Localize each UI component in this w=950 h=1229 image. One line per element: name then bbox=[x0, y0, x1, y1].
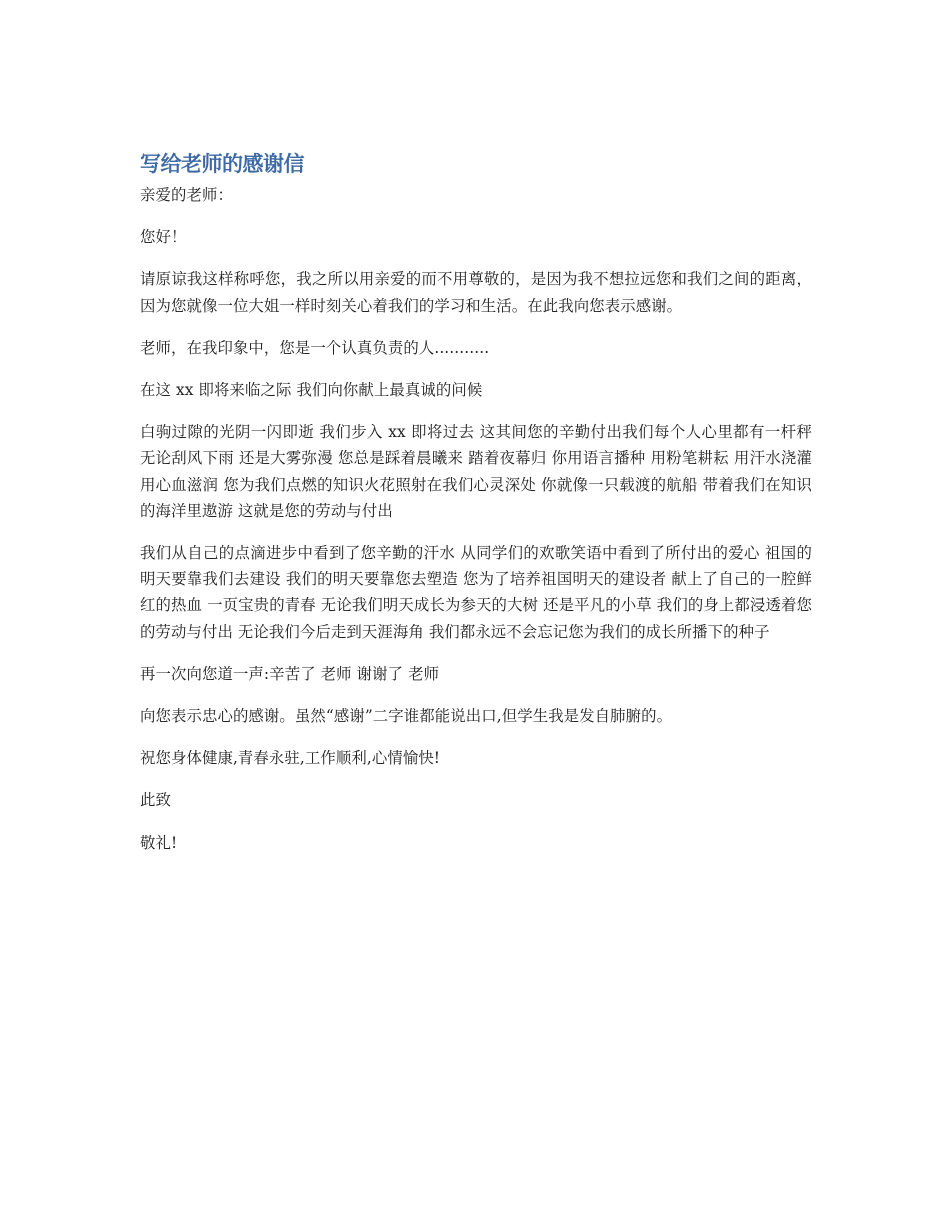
paragraph-occasion: 在这 xx 即将来临之际 我们向你献上最真诚的问候 bbox=[140, 381, 483, 400]
closing-cizhi: 此致 bbox=[140, 791, 171, 810]
letter-body bbox=[140, 148, 812, 872]
letter-title: 写给老师的感谢信 bbox=[140, 152, 304, 176]
paragraph-dedication: 白驹过隙的光阴一闪即逝 我们步入 xx 即将过去 这其间您的辛勤付出我们每个人心里都有一杆秤 无论刮风下雨 还是大雾弥漫 您总是踩着晨曦来 踏着夜幕归 你用语言播种 用粉笔耕耘 用汗水浇灌 用心血滋润 您为我们点燃的知识火花照射在我们心灵深处 你就像一只载渡的航船 带着我们在知识的海洋里遨游 这就是您的劳动与付出 bbox=[140, 423, 812, 520]
paragraph-apology: 请原谅我这样称呼您，我之所以用亲爱的而不用尊敬的，是因为我不想拉远您和我们之间的距离，因为您就像一位大姐一样时刻关心着我们的学习和生活。在此我向您表示感谢。 bbox=[140, 270, 812, 315]
closing-jingli: 敬礼! bbox=[140, 833, 178, 852]
paragraph-wishes: 祝您身体健康,青春永驻,工作顺利,心情愉快! bbox=[140, 749, 441, 768]
salutation: 亲爱的老师： bbox=[140, 186, 233, 204]
paragraph-gratitude: 向您表示忠心的感谢。虽然“感谢”二字谁都能说出口,但学生我是发自肺腑的。 bbox=[140, 707, 673, 726]
paragraph-growth: 我们从自己的点滴进步中看到了您辛勤的汗水 从同学们的欢歌笑语中看到了所付出的爱心 祖国的明天要靠我们去建设 我们的明天要靠您去塑造 您为了培养祖国明天的建设者 献上了自己的一腔鲜红的热血 一页宝贵的青春 无论我们明天成长为参天的大树 还是平凡的小草 我们的身上都浸透着您的劳动与付出 无论我们今后走到天涯海角 我们都永远不会忘记您为我们的成长所播下的种子 bbox=[140, 544, 812, 641]
greeting: 您好！ bbox=[140, 228, 187, 247]
paragraph-thanks-again: 再一次向您道一声:辛苦了 老师 谢谢了 老师 bbox=[140, 664, 440, 683]
paragraph-impression: 老师，在我印象中，您是一个认真负责的人........... bbox=[140, 338, 490, 357]
